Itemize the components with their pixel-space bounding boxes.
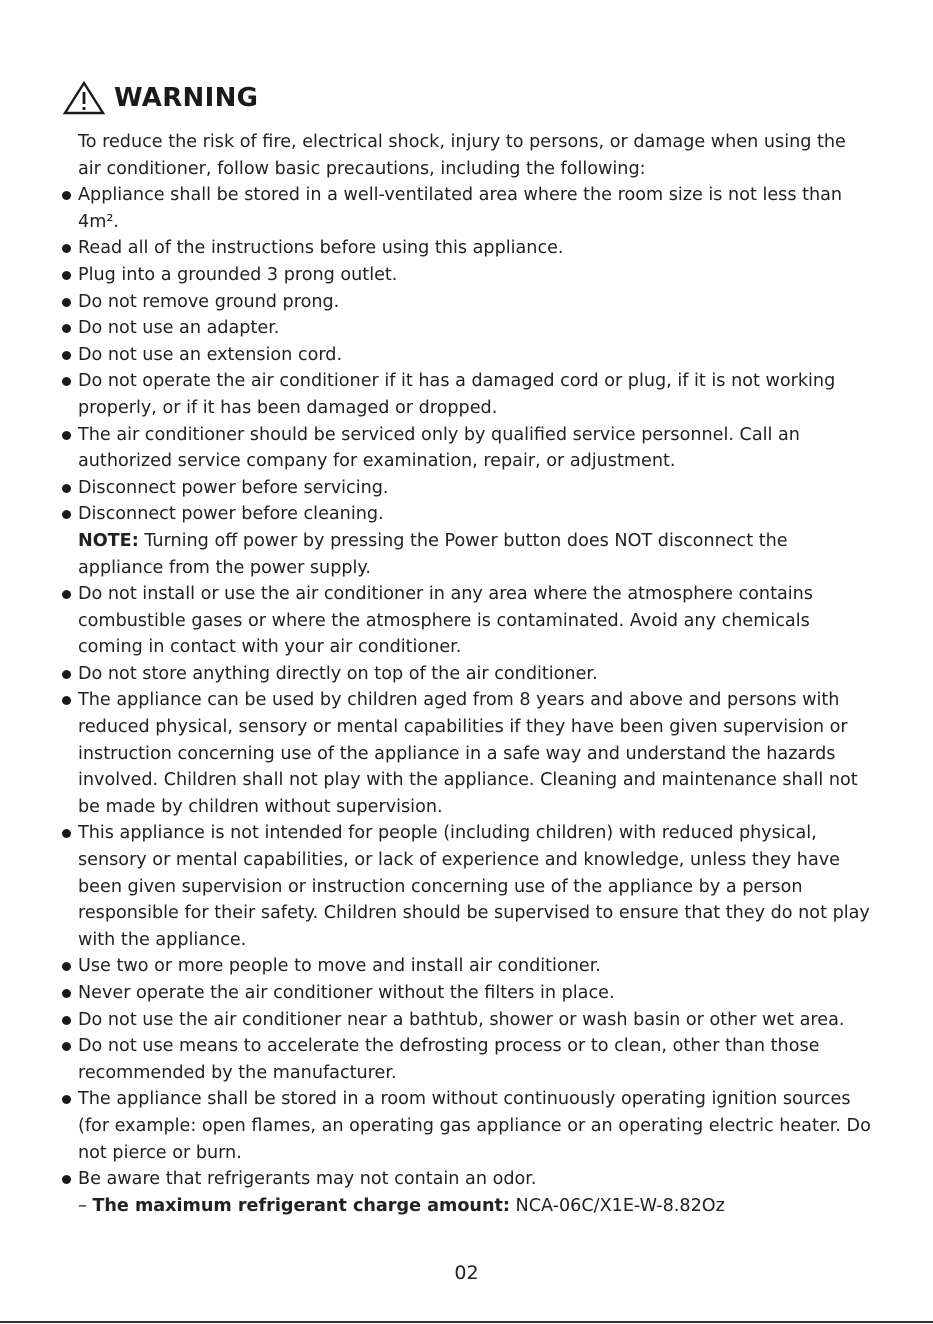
- list-item: Do not install or use the air conditioner in any area where the atmosphere contains combustible gases or where the atmosphere is contaminated. Avoid any chemicals coming in contact with your air conditioner.: [60, 581, 872, 661]
- warning-triangle-icon: [62, 80, 106, 116]
- note-paragraph: [60, 528, 872, 581]
- list-item: The appliance can be used by children aged from 8 years and above and persons with reduced physical, sensory or mental capabilities if they have been given supervision or instruction concerning use of the appliance in a safe way and understand the hazards involved. Children shall not play with the appliance. Cleaning and maintenance shall not be made by children without supervision.: [60, 687, 872, 820]
- bottom-divider: [0, 1321, 933, 1323]
- list-item: Plug into a grounded 3 prong outlet.: [60, 262, 872, 289]
- list-item: Do not use means to accelerate the defrosting process or to clean, other than those recommended by the manufacturer.: [60, 1033, 872, 1086]
- list-item: Never operate the air conditioner without the filters in place.: [60, 980, 872, 1007]
- refrigerant-charge-line: [60, 1193, 872, 1220]
- list-item: Do not store anything directly on top of the air conditioner.: [60, 661, 872, 688]
- list-item: Do not use an extension cord.: [60, 342, 872, 369]
- list-item: Do not operate the air conditioner if it has a damaged cord or plug, if it is not working properly, or if it has been damaged or dropped.: [60, 368, 872, 421]
- intro-text: To reduce the risk of fire, electrical shock, injury to persons, or damage when using the air conditioner, follow basic precautions, including the following:: [78, 132, 846, 179]
- list-item: Be aware that refrigerants may not contain an odor.: [60, 1166, 872, 1193]
- list-item: Appliance shall be stored in a well-ventilated area where the room size is not less than 4m².: [60, 182, 872, 235]
- note-label: NOTE:: [78, 530, 139, 551]
- list-item: The air conditioner should be serviced only by qualified service personnel. Call an authorized service company for examination, repair, or adjustment.: [60, 422, 872, 475]
- charge-dash: –: [78, 1195, 93, 1216]
- warning-heading: [62, 80, 258, 116]
- charge-value: NCA-06C/X1E-W-8.82Oz: [509, 1195, 725, 1216]
- list-item: Do not remove ground prong.: [60, 289, 872, 316]
- charge-label: The maximum refrigerant charge amount:: [92, 1195, 510, 1216]
- list-item: This appliance is not intended for people (including children) with reduced physical, sensory or mental capabilities, or lack of experience and knowledge, unless they have been given supervision or instruction concerning use of the appliance by a person responsible for their safety. Children should be supervised to ensure that they do not play with the appliance.: [60, 820, 872, 953]
- note-text: Turning off power by pressing the Power button does NOT disconnect the appliance from the power supply.: [78, 530, 788, 578]
- warning-title: WARNING: [114, 83, 259, 113]
- warning-content: [60, 129, 872, 1219]
- list-item: Read all of the instructions before using this appliance.: [60, 235, 872, 262]
- list-item: Do not use the air conditioner near a bathtub, shower or wash basin or other wet area.: [60, 1007, 872, 1034]
- precautions-list-continued: [60, 581, 872, 1193]
- list-item: Disconnect power before cleaning.: [60, 501, 872, 528]
- list-item: Disconnect power before servicing.: [60, 475, 872, 502]
- precautions-list: [60, 182, 872, 528]
- list-item: The appliance shall be stored in a room without continuously operating ignition sources (for example: open flames, an operating gas appliance or an operating electric heater. Do not pierce or burn.: [60, 1086, 872, 1166]
- list-item: Use two or more people to move and install air conditioner.: [60, 953, 872, 980]
- page-number: 02: [454, 1262, 479, 1284]
- list-item: Do not use an adapter.: [60, 315, 872, 342]
